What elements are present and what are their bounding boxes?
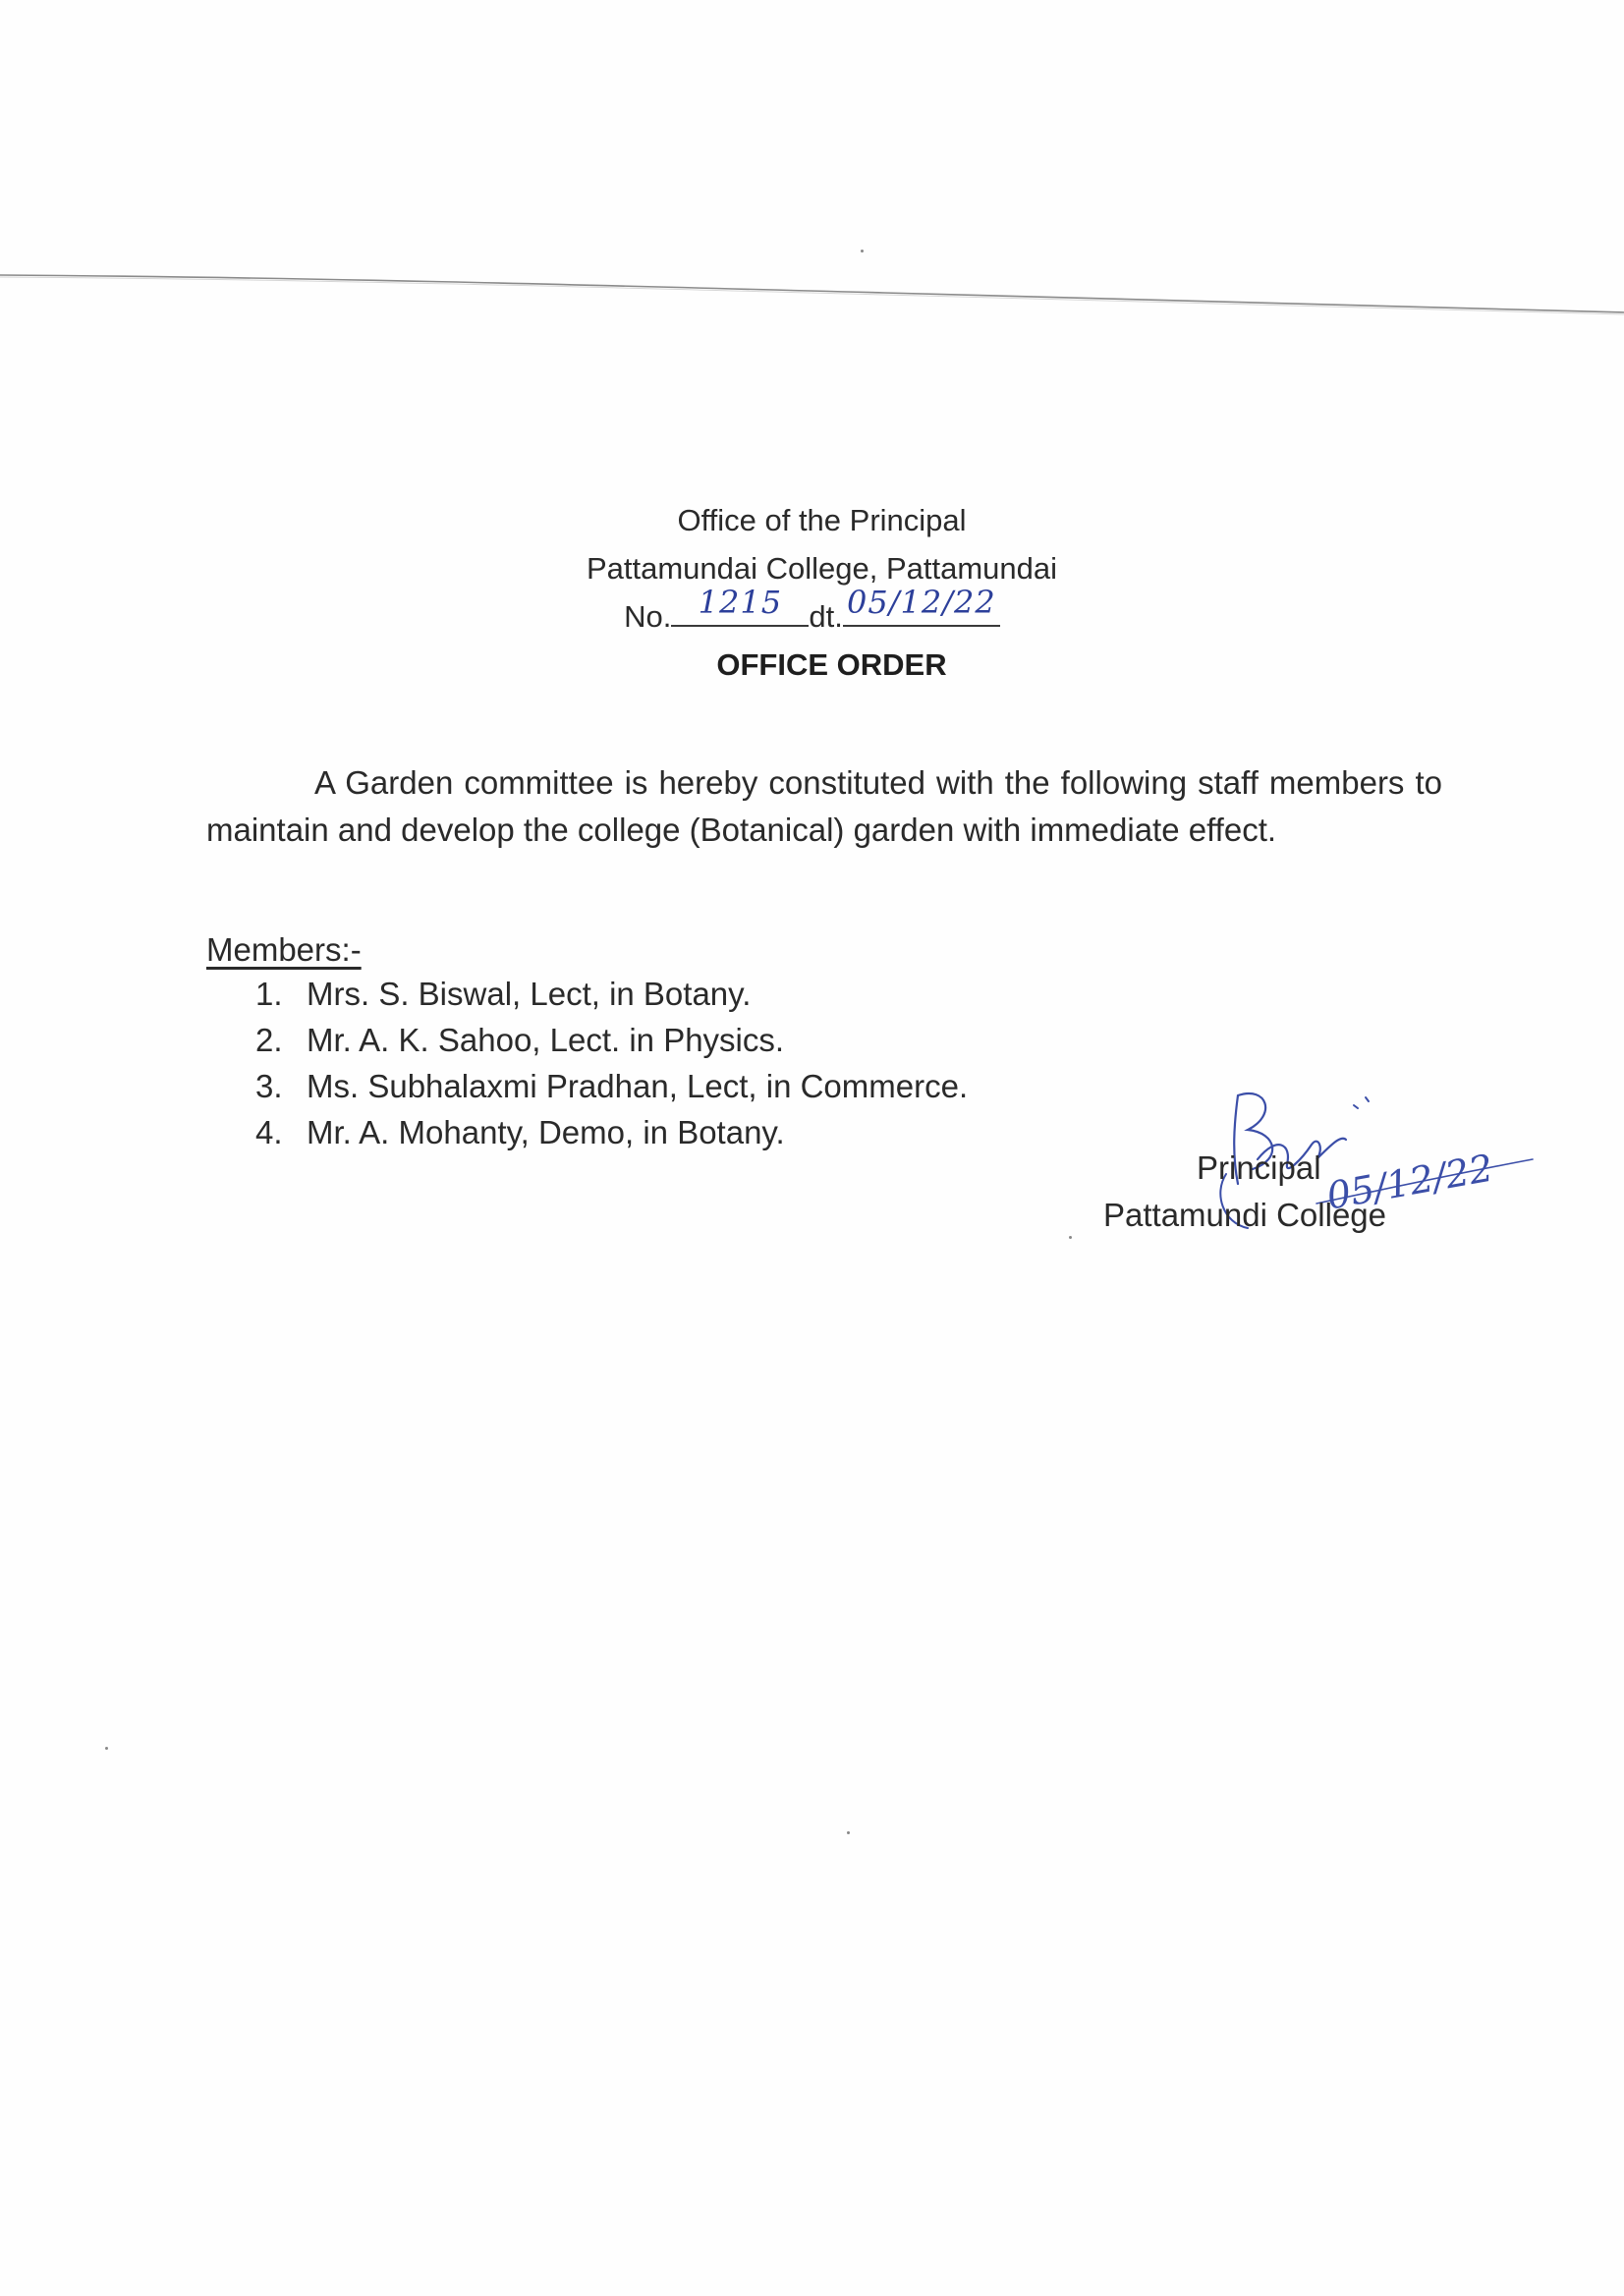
list-item-number: 1. — [255, 976, 283, 1012]
letterhead — [0, 496, 1624, 689]
list-item-number: 3. — [255, 1068, 283, 1104]
members-heading: Members:- — [206, 931, 362, 968]
ref-no-handwritten: 1215 — [698, 584, 783, 621]
members-list — [255, 971, 968, 1155]
list-item — [255, 1017, 968, 1063]
list-item-number: 2. — [255, 1022, 283, 1058]
list-item — [255, 1109, 968, 1155]
paper-speck — [847, 1831, 850, 1834]
list-item — [255, 971, 968, 1017]
college-heading: Pattamundai College, Pattamundai — [586, 551, 1058, 586]
date-label: dt. — [809, 599, 843, 634]
list-item-text: Ms. Subhalaxmi Pradhan, Lect, in Commerce. — [307, 1068, 969, 1104]
reference-line — [0, 584, 1624, 641]
ref-no-label: No. — [624, 599, 672, 634]
date-handwritten: 05/12/22 — [847, 584, 996, 621]
list-item-number: 4. — [255, 1114, 283, 1150]
paper-speck — [861, 250, 864, 252]
list-item-text: Mr. A. Mohanty, Demo, in Botany. — [307, 1114, 785, 1150]
signatory-block — [1081, 1145, 1474, 1239]
order-title: OFFICE ORDER — [716, 647, 947, 682]
date-field — [843, 584, 1000, 627]
paper-speck — [105, 1747, 108, 1750]
order-paragraph: A Garden committee is hereby constituted with the following staff members to maintain and develop the college (Botanical) garden with immediate effect. — [206, 764, 1442, 848]
list-item-text: Mr. A. K. Sahoo, Lect. in Physics. — [307, 1022, 785, 1058]
list-item — [255, 1063, 968, 1109]
ref-no-field — [671, 584, 809, 627]
office-heading: Office of the Principal — [677, 503, 967, 537]
signatory-college: Pattamundi College — [1103, 1197, 1387, 1233]
list-item-text: Mrs. S. Biswal, Lect, in Botany. — [307, 976, 752, 1012]
paper-fold-line — [0, 263, 1624, 322]
signatory-role: Principal — [1197, 1149, 1321, 1186]
paper-speck — [1069, 1236, 1072, 1239]
signature-date: 05/12/22 — [1323, 1146, 1496, 1218]
